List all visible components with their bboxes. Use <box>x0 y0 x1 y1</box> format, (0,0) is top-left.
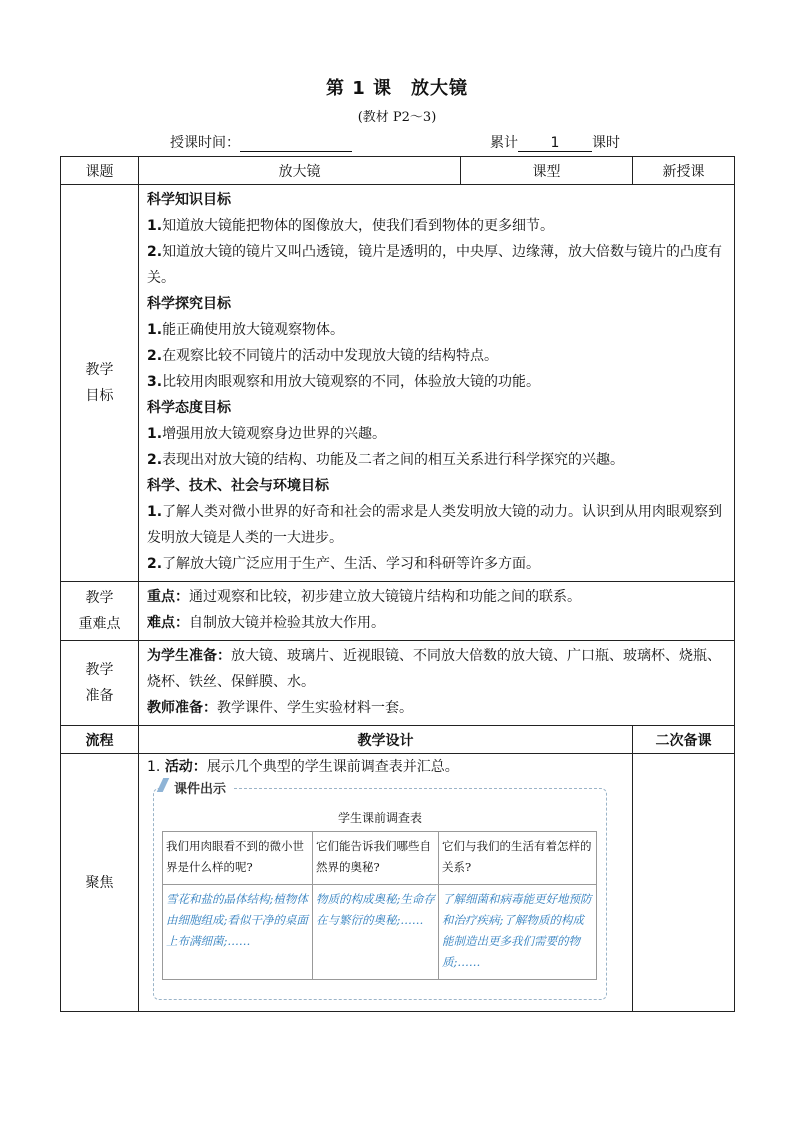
key-points-label-line2: 重难点 <box>78 616 121 632</box>
second-prep-label: 二次备课 <box>633 726 735 754</box>
tag-stripe-icon <box>157 778 170 792</box>
objectives-label-line1: 教学 <box>85 362 114 378</box>
survey-answer: 了解细菌和病毒能更好地预防和治疗疾病;了解物质的构成能制造出更多我们需要的物质;…… <box>439 885 597 980</box>
objectives-row <box>61 185 735 582</box>
topic-value: 放大镜 <box>139 157 461 185</box>
section-heading: 科学态度目标 <box>147 400 231 416</box>
difficulty-point: 难点：自制放大镜并检验其放大作用。 <box>147 615 385 631</box>
lesson-type-label: 课型 <box>461 157 633 185</box>
focus-design <box>139 754 633 1012</box>
class-time-label: 授课时间： <box>170 135 240 151</box>
survey-title: 学生课前调查表 <box>337 811 422 825</box>
topic-row <box>61 157 735 185</box>
survey-question: 它们与我们的生活有着怎样的关系? <box>439 832 597 885</box>
design-label: 教学设计 <box>139 726 633 754</box>
preparation-row <box>61 641 735 726</box>
survey-table <box>162 831 597 980</box>
activity-line: 1. 活动：展示几个典型的学生课前调查表并汇总。 <box>147 759 459 775</box>
survey-question: 我们用肉眼看不到的微小世界是什么样的呢? <box>163 832 313 885</box>
total-hours-label: 累计 <box>490 135 518 151</box>
preparation-label-line1: 教学 <box>85 662 114 678</box>
total-hours-value: 1 <box>518 135 592 152</box>
textbook-pages: (教材 P2～3) <box>357 110 437 125</box>
process-header-row <box>61 726 735 754</box>
objective-item: 2.在观察比较不同镜片的活动中发现放大镜的结构特点。 <box>147 348 499 364</box>
objective-item: 3.比较用肉眼观察和用放大镜观察的不同，体验放大镜的功能。 <box>147 374 541 390</box>
objective-item: 1.能正确使用放大镜观察物体。 <box>147 322 345 338</box>
courseware-tag <box>160 777 232 803</box>
objective-item: 1.知道放大镜能把物体的图像放大，使我们看到物体的更多细节。 <box>147 218 555 234</box>
total-hours-unit: 课时 <box>592 135 620 151</box>
objective-item: 2.了解放大镜广泛应用于生产、生活、学习和科研等许多方面。 <box>147 556 541 572</box>
survey-answer: 物质的构成奥秘;生命存在与繁衍的奥秘;…… <box>313 885 439 980</box>
objective-item: 1.了解人类对微小世界的好奇和社会的需求是人类发明放大镜的动力。认识到从用肉眼观察到发明放大镜是人类的一大进步。 <box>147 504 723 546</box>
lesson-plan-table <box>60 156 735 1012</box>
objective-item: 2.表现出对放大镜的结构、功能及二者之间的相互关系进行科学探究的兴趣。 <box>147 452 625 468</box>
section-heading: 科学知识目标 <box>147 192 231 208</box>
preparation-label-line2: 准备 <box>85 688 114 704</box>
topic-label: 课题 <box>61 157 139 185</box>
focus-label: 聚焦 <box>61 754 139 1012</box>
objective-item: 1.增强用放大镜观察身边世界的兴趣。 <box>147 426 387 442</box>
lesson-type-value: 新授课 <box>633 157 735 185</box>
survey-answer-row <box>163 885 597 980</box>
teacher-preparation: 教师准备：教学课件、学生实验材料一套。 <box>147 700 413 716</box>
total-hours <box>490 132 620 152</box>
objectives-label-line2: 目标 <box>85 388 114 404</box>
key-points-content <box>139 582 735 641</box>
key-points-label <box>61 582 139 641</box>
section-heading: 科学探究目标 <box>147 296 231 312</box>
lesson-title: 第 1 课 放大镜 <box>325 78 469 99</box>
key-points-row <box>61 582 735 641</box>
objectives-content <box>139 185 735 582</box>
second-prep-cell <box>633 754 735 1012</box>
survey-question-row <box>163 832 597 885</box>
objective-item: 2.知道放大镜的镜片又叫凸透镜，镜片是透明的，中央厚、边缘薄，放大倍数与镜片的凸度有关。 <box>147 244 723 286</box>
class-time-blank <box>240 135 352 152</box>
survey-question: 它们能告诉我们哪些自然界的奥秘? <box>313 832 439 885</box>
student-preparation: 为学生准备：放大镜、玻璃片、近视眼镜、不同放大倍数的放大镜、广口瓶、玻璃杯、烧瓶、烧杯、铁丝、保鲜膜、水。 <box>147 648 721 690</box>
preparation-content <box>139 641 735 726</box>
focus-row <box>61 754 735 1012</box>
objectives-label <box>61 185 139 582</box>
focus-point: 重点：通过观察和比较，初步建立放大镜镜片结构和功能之间的联系。 <box>147 589 581 605</box>
section-heading: 科学、技术、社会与环境目标 <box>147 478 329 494</box>
preparation-label <box>61 641 139 726</box>
class-time <box>170 132 352 152</box>
key-points-label-line1: 教学 <box>85 590 114 606</box>
survey-answer: 雪花和盐的晶体结构;植物体由细胞组成;看似干净的桌面上布满细菌;…… <box>163 885 313 980</box>
courseware-callout <box>153 782 607 1000</box>
courseware-tag-text: 课件出示 <box>174 782 227 797</box>
process-label: 流程 <box>61 726 139 754</box>
